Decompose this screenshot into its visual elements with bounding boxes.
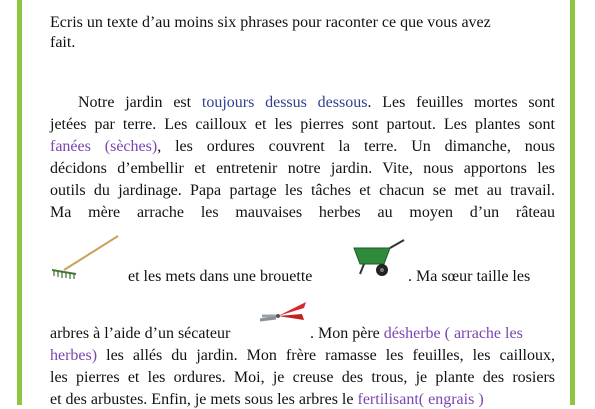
story-text: et des arbustes. Enfin, je mets sous les arbres le (50, 391, 358, 408)
page-border-left (17, 0, 22, 405)
instruction-line-2: fait. (50, 34, 76, 51)
story-line-7a: et les mets dans une brouette (128, 268, 313, 285)
story-text: . Mon père (310, 325, 384, 342)
story-line-6: Ma mère arrache les mauvaises herbes au moyen d’un râteau (50, 204, 555, 221)
definition-highlight: herbes) (50, 347, 98, 364)
instruction-line-1: Ecris un texte d’au moins six phrases pour raconter ce que vous avez (50, 14, 491, 31)
page-border-right (570, 0, 575, 405)
story-line-5: outils du jardinage. Papa partage les tâches et chacun se met au travail. (50, 182, 555, 199)
story-text: les allés du jardin. Mon frère ramasse les feuilles, les cailloux, (97, 347, 555, 364)
story-line-2: jetées par terre. Les cailloux et les pierres sont partout. Les plantes sont (50, 116, 555, 133)
rake-icon (50, 232, 120, 284)
definition-highlight: fanées (sèches) (50, 138, 158, 155)
story-line-8b (310, 325, 523, 343)
definition-highlight: désherbe ( arrache les (383, 325, 523, 342)
story-text: Notre jardin est (78, 94, 202, 111)
story-line-11 (50, 391, 484, 409)
story-line-1 (50, 94, 555, 112)
definition-highlight: toujours dessus dessous (201, 94, 368, 111)
story-line-10: les pierres et les ordures. Moi, je creuse des trous, je plante des rosiers (50, 369, 555, 386)
story-line-4: décidons d’embellir et entretenir notre jardin. Vite, nous apportons les (50, 160, 555, 177)
story-line-3 (50, 138, 555, 156)
definition-highlight: fertilisant( engrais ) (357, 391, 484, 408)
story-line-9 (50, 347, 555, 365)
story-line-8a: arbres à l’aide d’un sécateur (50, 325, 231, 342)
pruning-shears-icon (258, 298, 310, 332)
story-text: , les ordures couvrent la terre. Un dimanche, nous (157, 138, 555, 155)
story-text: . Les feuilles mortes sont (367, 94, 555, 111)
story-line-7b: . Ma sœur taille les (408, 268, 531, 285)
wheelbarrow-icon (350, 234, 408, 280)
